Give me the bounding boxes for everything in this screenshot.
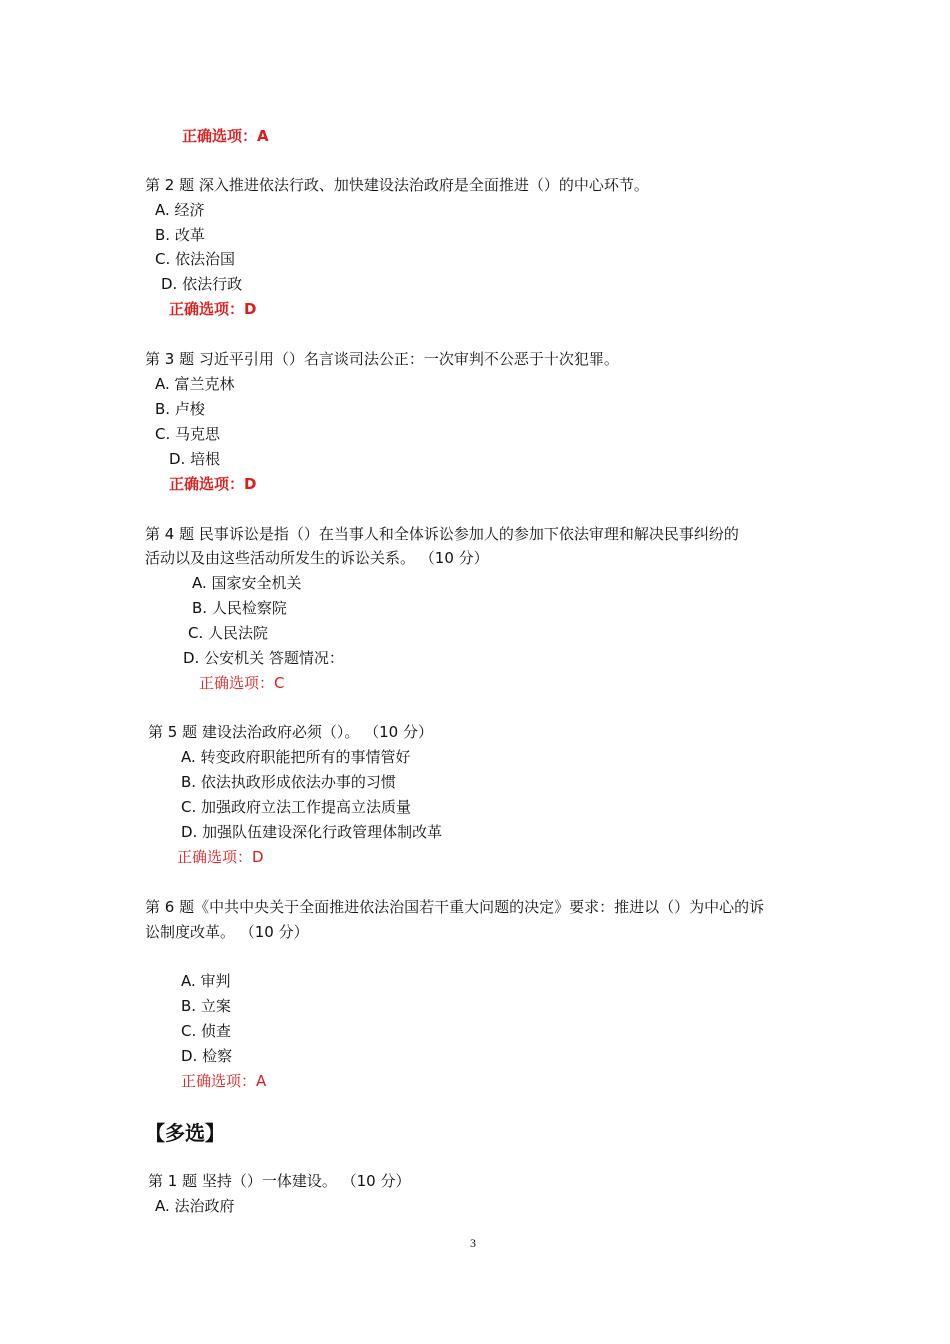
multi-question-1-title: 第 1 题 坚持（）一体建设。 （10 分） xyxy=(148,1172,411,1190)
question-3-correct-answer: 正确选项：D xyxy=(169,475,257,493)
question-2-title: 第 2 题 深入推进依法行政、加快建设法治政府是全面推进（）的中心环节。 xyxy=(145,176,649,194)
question-4-option-d: D. 公安机关 答题情况： xyxy=(183,649,344,667)
question-3-option-b: B. 卢梭 xyxy=(155,400,205,418)
question-2-option-c: C. 依法治国 xyxy=(155,250,236,268)
question-6-option-d: D. 检察 xyxy=(181,1047,233,1065)
question-6-option-b: B. 立案 xyxy=(181,997,231,1015)
question-2-option-b: B. 改革 xyxy=(155,226,205,244)
question-4-option-c: C. 人民法院 xyxy=(188,624,269,642)
question-3-option-d: D. 培根 xyxy=(169,450,221,468)
multi-question-1-option-a: A. 法治政府 xyxy=(155,1197,235,1215)
question-5-option-a: A. 转变政府职能把所有的事情管好 xyxy=(181,748,411,766)
question-2-option-a: A. 经济 xyxy=(155,201,205,219)
question-4-option-b: B. 人民检察院 xyxy=(192,599,287,617)
question-5-option-d: D. 加强队伍建设深化行政管理体制改革 xyxy=(181,823,443,841)
question-4-title-line-2: 活动以及由这些活动所发生的诉讼关系。 （10 分） xyxy=(145,549,489,567)
top-correct-answer: 正确选项：A xyxy=(182,127,269,145)
question-5-option-c: C. 加强政府立法工作提高立法质量 xyxy=(181,798,412,816)
question-3-option-a: A. 富兰克林 xyxy=(155,375,235,393)
question-6-option-a: A. 审判 xyxy=(181,972,231,990)
question-4-title-line-1: 第 4 题 民事诉讼是指（）在当事人和全体诉讼参加人的参加下依法审理和解决民事纠纷的 xyxy=(145,525,739,543)
multi-choice-heading: 【多选】 xyxy=(145,1121,225,1145)
question-3-option-c: C. 马克思 xyxy=(155,425,221,443)
question-6-option-c: C. 侦查 xyxy=(181,1022,232,1040)
question-5-correct-answer: 正确选项：D xyxy=(177,848,264,866)
question-2-option-d: D. 依法行政 xyxy=(161,275,243,293)
question-4-option-a: A. 国家安全机关 xyxy=(192,574,302,592)
question-2-correct-answer: 正确选项：D xyxy=(169,300,257,318)
question-6-title-line-1: 第 6 题《中共中央关于全面推进依法治国若干重大问题的决定》要求：推进以（）为中心的诉 xyxy=(145,898,765,916)
question-4-correct-answer: 正确选项：C xyxy=(199,674,285,692)
question-6-correct-answer: 正确选项：A xyxy=(181,1072,267,1090)
question-5-option-b: B. 依法执政形成依法办事的习惯 xyxy=(181,773,396,791)
question-5-title: 第 5 题 建设法治政府必须（）。 （10 分） xyxy=(148,723,433,741)
question-6-title-line-2: 讼制度改革。 （10 分） xyxy=(145,923,309,941)
question-3-title: 第 3 题 习近平引用（）名言谈司法公正：一次审判不公恶于十次犯罪。 xyxy=(145,350,619,368)
page-number: 3 xyxy=(470,1236,476,1250)
